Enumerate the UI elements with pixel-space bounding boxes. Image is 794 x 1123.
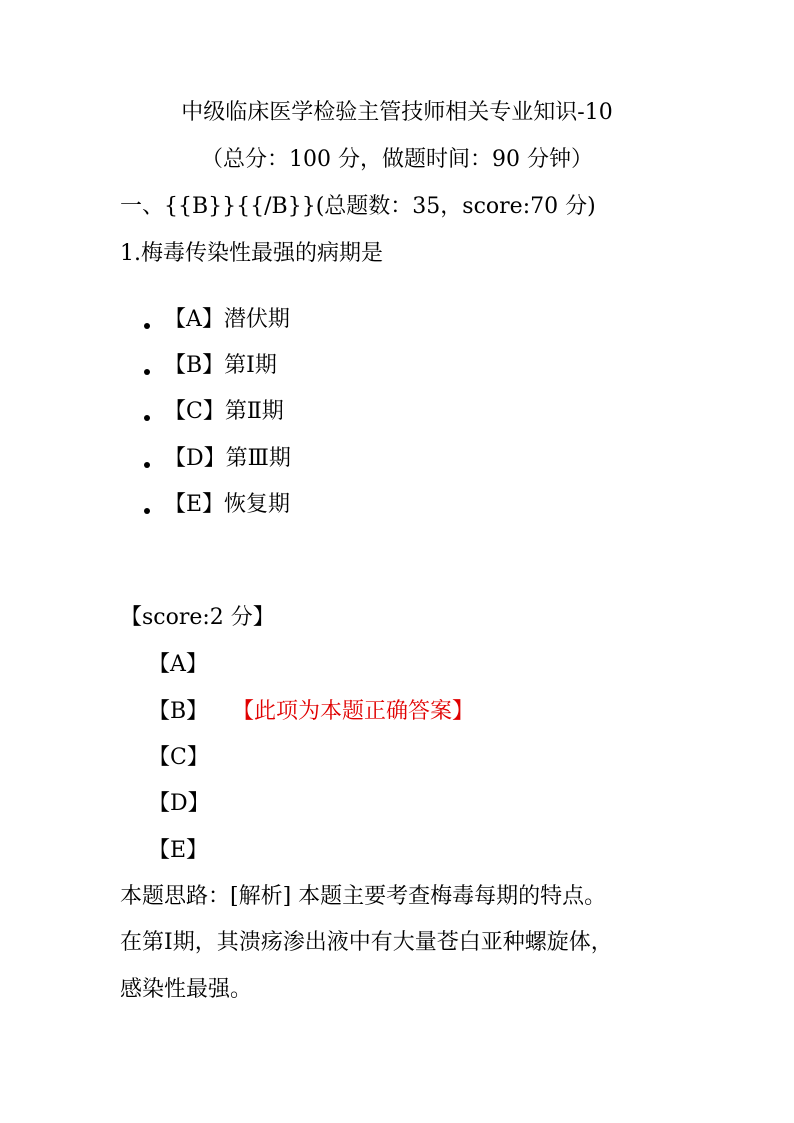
answer-option-e: 【E】 (148, 838, 209, 863)
exam-info: （总分：100 分，做题时间：90 分钟） (201, 147, 593, 172)
bullet-icon (144, 323, 150, 329)
option-a: 【A】潜伏期 (164, 307, 290, 332)
option-d: 【D】第Ⅲ期 (164, 446, 291, 471)
bullet-icon (144, 508, 150, 514)
explanation-line: 感染性最强。 (120, 977, 253, 1002)
correct-answer-mark: 【此项为本题正确答案】 (232, 699, 475, 724)
answer-option-b: 【B】 (148, 699, 209, 724)
page-title: 中级临床医学检验主管技师相关专业知识-10 (181, 100, 613, 125)
option-b: 【B】第Ⅰ期 (164, 353, 277, 378)
question-stem: 1.梅毒传染性最强的病期是 (120, 241, 383, 266)
explanation-line: 在第Ⅰ期，其溃疡渗出液中有大量苍白亚种螺旋体， (120, 930, 613, 955)
option-c: 【C】第Ⅱ期 (164, 399, 284, 424)
answer-option-a: 【A】 (148, 652, 208, 677)
option-e: 【E】恢复期 (164, 492, 291, 517)
explanation-line: 本题思路：[解析] 本题主要考查梅毒每期的特点。 (120, 884, 607, 909)
section-heading: 一、{{B}}{{/B}}(总题数：35，score:70 分) (120, 194, 596, 219)
bullet-icon (144, 369, 150, 375)
score-label: 【score:2 分】 (120, 605, 275, 630)
bullet-icon (144, 462, 150, 468)
answer-option-c: 【C】 (148, 745, 209, 770)
answer-option-d: 【D】 (148, 791, 210, 816)
bullet-icon (144, 415, 150, 421)
